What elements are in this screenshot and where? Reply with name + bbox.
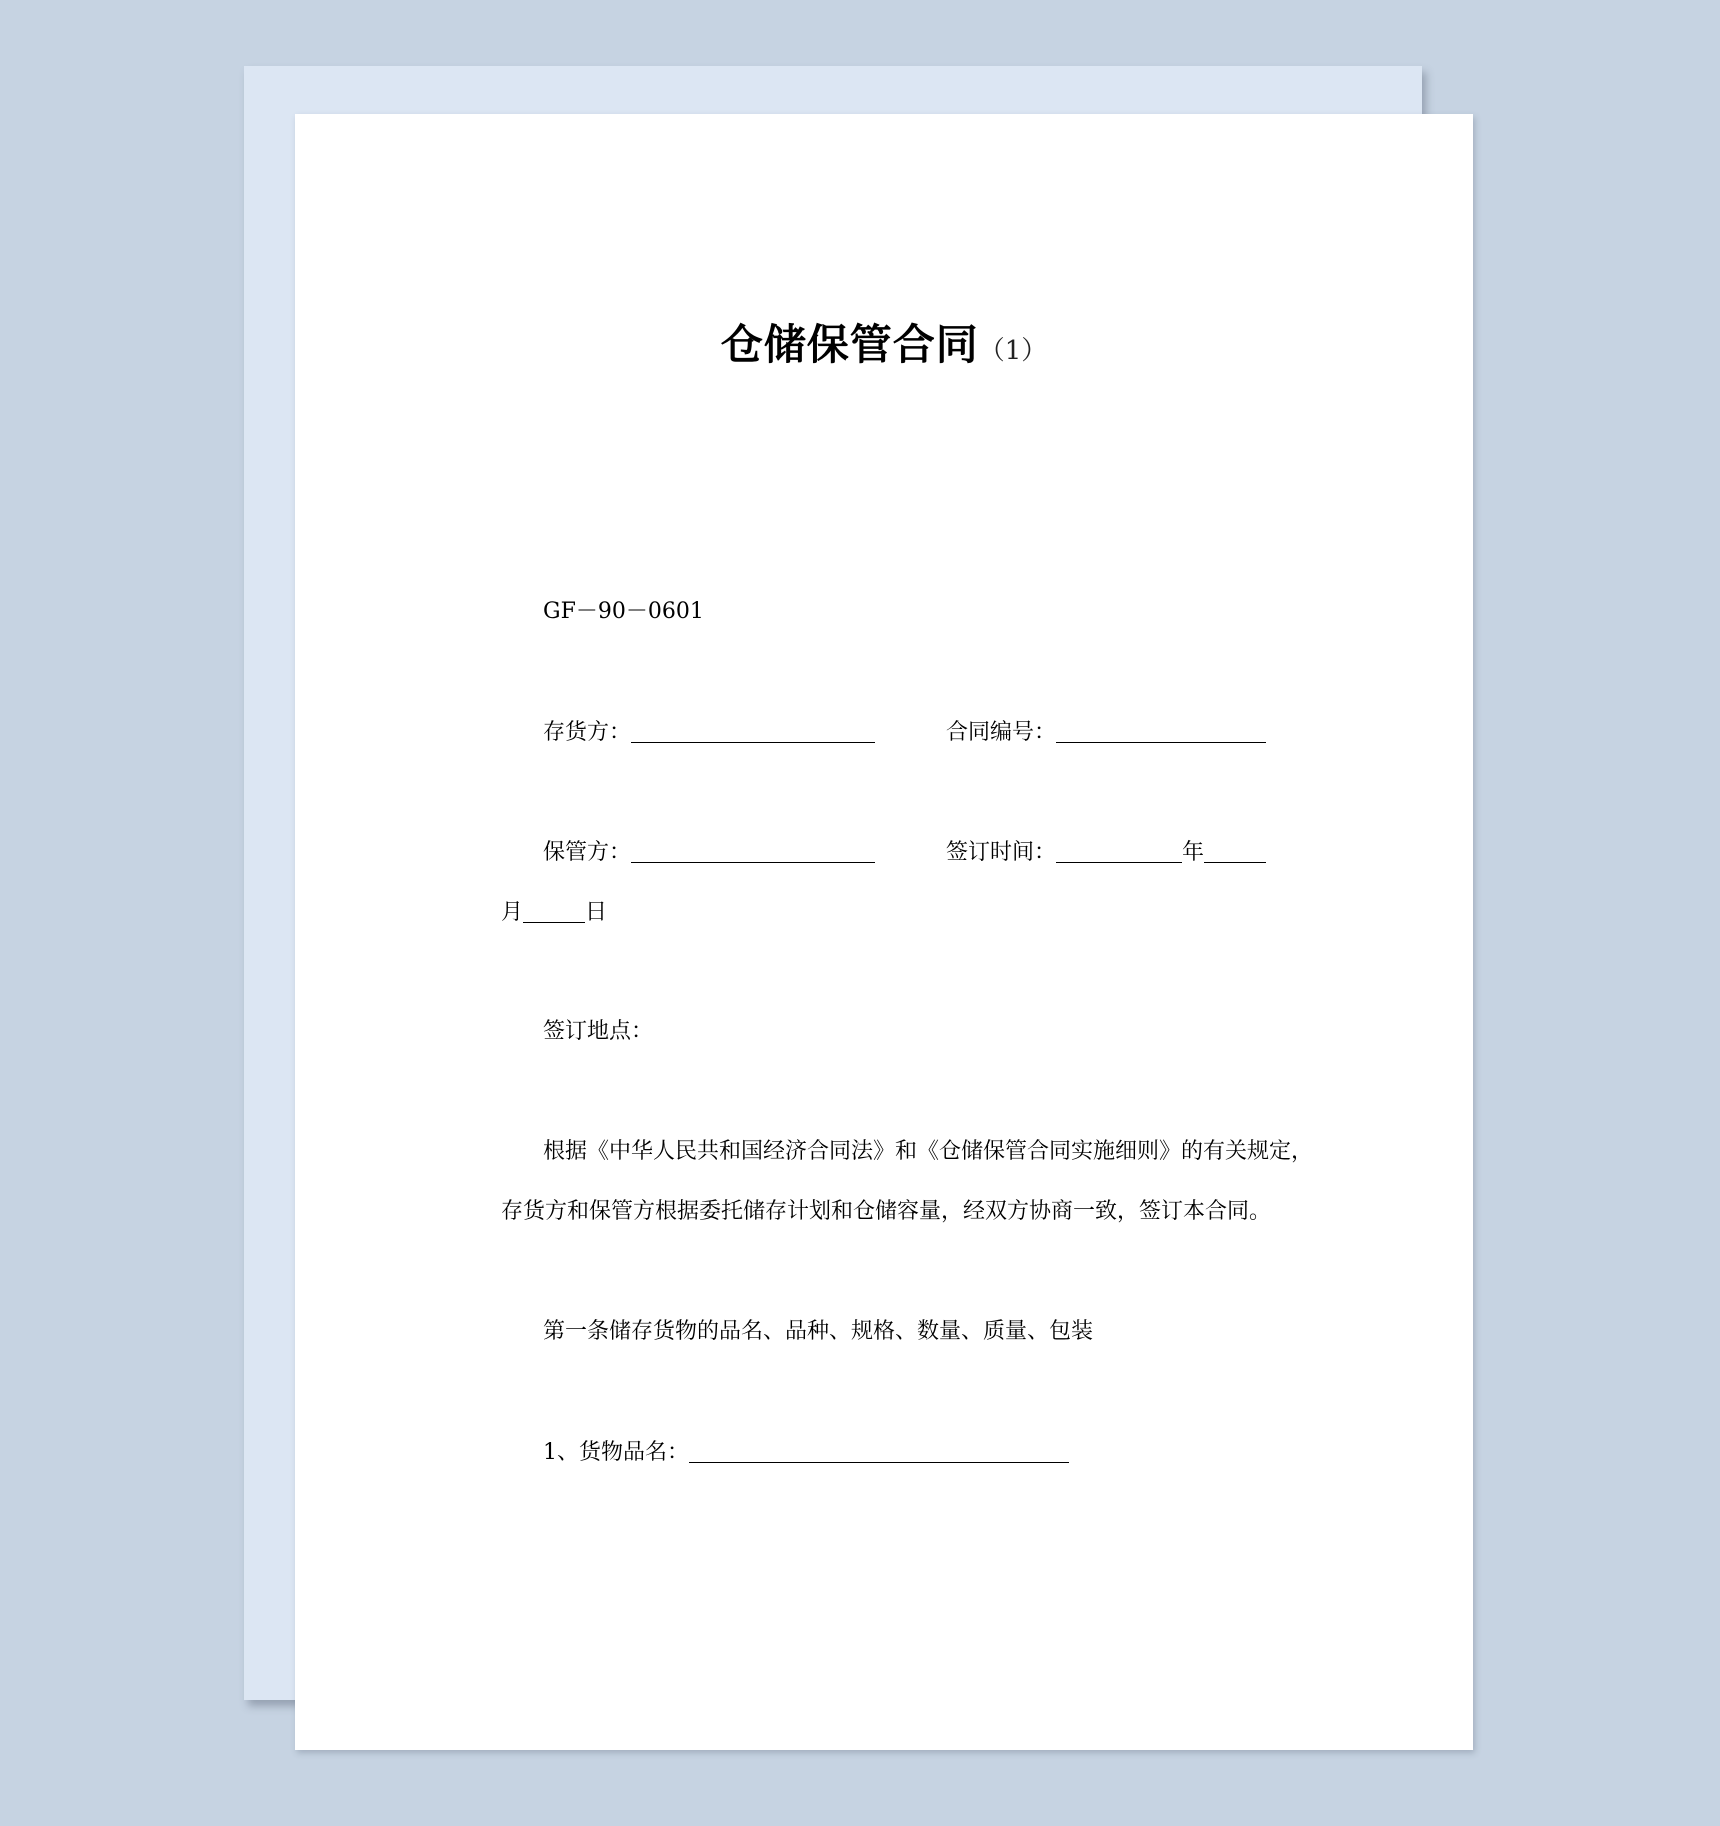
day-blank[interactable] bbox=[523, 898, 585, 923]
custodian-label: 保管方： bbox=[543, 840, 632, 865]
item-1-label: 1、货物品名： bbox=[543, 1440, 689, 1465]
sign-time-row bbox=[946, 838, 1266, 867]
day-label: 日 bbox=[585, 900, 608, 925]
contract-code-text: GF－90－0601 bbox=[543, 599, 704, 624]
item-1-blank[interactable] bbox=[689, 1438, 1069, 1463]
item-1-row bbox=[543, 1438, 1069, 1467]
month-label: 月 bbox=[501, 900, 524, 925]
contract-code bbox=[543, 598, 704, 626]
depositor-label: 存货方： bbox=[543, 720, 632, 745]
contract-no-row bbox=[946, 718, 1266, 747]
sign-place-label: 签订地点： bbox=[543, 1019, 654, 1044]
contract-no-blank[interactable] bbox=[1056, 718, 1266, 743]
article-1-text: 第一条储存货物的品名、品种、规格、数量、质量、包装 bbox=[543, 1319, 1094, 1344]
article-1-heading bbox=[543, 1318, 1093, 1346]
depositor-row bbox=[543, 718, 875, 747]
custodian-blank[interactable] bbox=[631, 838, 875, 863]
title-main: 仓储保管合同 bbox=[720, 320, 979, 369]
month-blank[interactable] bbox=[1204, 838, 1266, 863]
year-label: 年 bbox=[1182, 840, 1205, 865]
paragraph-1-text-1: 根据《中华人民共和国经济合同法》和《仓储保管合同实施细则》的有关规定， bbox=[543, 1139, 1314, 1164]
custodian-row bbox=[543, 838, 875, 867]
date-continuation-row bbox=[501, 898, 607, 927]
paragraph-1-text-2: 存货方和保管方根据委托储存计划和仓储容量，经双方协商一致，签订本合同。 bbox=[501, 1199, 1272, 1224]
depositor-blank[interactable] bbox=[631, 718, 875, 743]
contract-no-label: 合同编号： bbox=[946, 720, 1057, 745]
sign-time-label: 签订时间： bbox=[946, 840, 1057, 865]
document-page bbox=[295, 114, 1473, 1750]
sign-place-row bbox=[543, 1018, 653, 1046]
paragraph-1-line-1 bbox=[543, 1138, 1313, 1166]
document-title bbox=[295, 312, 1473, 372]
paragraph-1-line-2 bbox=[501, 1198, 1271, 1226]
title-suffix: （1） bbox=[978, 336, 1048, 366]
year-blank[interactable] bbox=[1056, 838, 1182, 863]
